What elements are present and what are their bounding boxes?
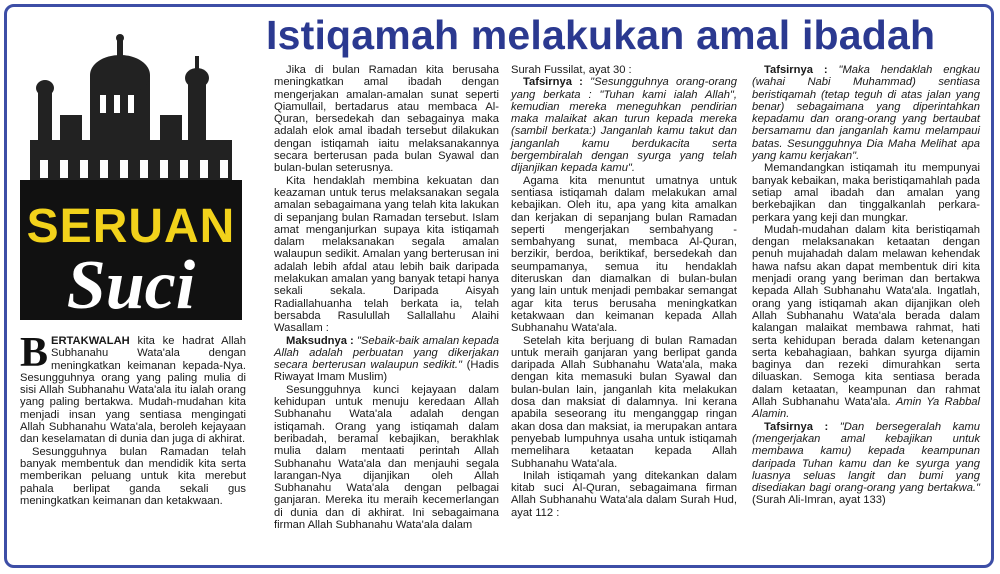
headline: Istiqamah melakukan amal ibadah (266, 12, 936, 58)
drop-cap: B (20, 330, 49, 376)
col2-paragraph-3: Inilah istiqamah yang ditekankan dalam kitab suci Al-Quran, sebagaimana firman Allah Subhanahu Wata'ala dalam Surah Hud, ayat 112 : (511, 469, 737, 519)
column-logo (20, 20, 242, 320)
intro-text-1: kita ke hadrat Allah Subhanahu Wata'ala dengan meningkatkan keimanan kepada-Nya. Sesungguhnya orang yang paling mulia di sisi Allah Subhanahu Wata'ala itu ialah orang yang paling bertakwa. Mudah-mudahan kita menjadi insan yang sentiasa mengingati Allah Subhanahu Wata'ala, beroleh kejayaan dan keselamatan di dunia dan juga di akhirat. (20, 335, 246, 446)
lead-word: ERTAKWALAH (51, 335, 130, 347)
quote-source: (Surah Ali-Imran, ayat 133) (752, 494, 886, 507)
tafsir-quote-2 (752, 64, 980, 162)
tafsir-quote-3 (752, 421, 980, 507)
col1-paragraph-3: Sesungguhnya kunci kejayaan dalam kehidupan untuk menuju keredaan Allah Subhanahu Wata'ala adalah dengan istiqamah. Orang yang istiqamah dalam beribadah, beramal kebajikan, berakhlak mulia dalam mentaati perintah Allah Subhanahu Wata'ala dan menjauhi segala larangan-Nya dijanjikan oleh Allah Subhanahu Wata'ala dengan pelbagai ganjaran. Mereka itu meraih kecemerlangan di dunia dan di akhirat. Ini sebagaimana firman Allah Subhanahu Wata'ala dalam (274, 383, 499, 531)
column-3 (752, 64, 980, 507)
tafsir-quote-1 (511, 76, 737, 174)
logo-title-line1: SERUAN (26, 200, 236, 253)
col3-paragraph-1: Memandangkan istiqamah itu mempunyai banyak kebaikan, maka beristiqamahlah pada setiap amal ibadah dan amalan yang berkebajikan dan tinggalkanlah perkara-perkara yang keji dan mungkar. (752, 162, 980, 224)
quote-source: (Hadis Riwayat Imam Muslim) (274, 359, 500, 384)
col2-paragraph-1: Agama kita menuntut umatnya untuk sentiasa istiqamah dalam melakukan amal kebajikan. Oleh itu, apa yang kita amalkan dan kerjakan di sepanjang bulan Ramadan seperti mengerjakan sembahyang - sembahyang sunat, membaca Al-Quran, berzikir, berdoa, beriktikaf, bersedekah dan seumpamanya, semua itu hendaklah diteruskan dan diamalkan di bulan-bulan yang lain untuk menjadi pembakar semangat agar kita terus berusaha meningkatkan ketakwaan dan keimanan kepada Allah Subhanahu Wata'ala. (511, 174, 737, 335)
column-2 (511, 64, 737, 519)
hadith-quote (274, 335, 499, 384)
quote-text: "Sebaik-baik amalan kepada Allah adalah perbuatan yang dikerjakan secara berterusan walaupun sedikit." (274, 334, 500, 372)
col3-paragraph-2 (752, 224, 980, 421)
intro-paragraph-2: Sesungguhnya bulan Ramadan telah banyak membentuk dan mendidik kita serta memberikan peluang untuk kita merebut pahala berlipat ganda sekali gus meningkatkan keimanan dan ketakwaan. (20, 445, 246, 507)
tafsir-label: Tafsirnya : (764, 64, 828, 76)
col1-paragraph-1: Jika di bulan Ramadan kita berusaha meningkatkan amal ibadah dengan mengerjakan amalan-amalan sunat seperti Qiamullail, bertadarus atau membaca Al-Quran, bersedekah dan sebagainya maka adalah elok amal ibadah tersebut dilakukan dengan istiqamah iaitu melaksanakannya secara berterusan pada bulan Syawal dan bulan-bulan seterusnya. (274, 64, 499, 175)
closing-prayer: Amin Ya Rabbal Alamin. (752, 396, 981, 421)
tafsir-text: "Maka hendaklah engkau (wahai Nabi Muhammad) sentiasa beristiqamah (tetap teguh di atas jalan yang benar) sebagaimana yang diperintahkan kepadamu dan orang-orang yang bertaubat bersamamu dan janganlah kamu melampaui batas. Sesungguhnya Dia Maha Melihat apa yang kamu kerjakan". (752, 64, 980, 163)
col2-paragraph-2: Setelah kita berjuang di bulan Ramadan untuk meraih ganjaran yang berlipat ganda daripada Allah Subhanahu Wata'ala, maka dengan kita memasuki bulan Syawal dan bulan-bulan lain, janganlah kita melakukan dosa dan maksiat di dalamnya. Ini kerana apabila seseorang itu menganggap ringan akan dosa dan maksiat, ia merupakan antara penyebab lumpuhnya usaha untuk istiqamah memelihara ketaatan kepada Allah Subhanahu Wata'ala. (511, 334, 737, 470)
quote-label: Maksudnya : (286, 334, 354, 347)
col1-paragraph-2: Kita hendaklah membina kekuatan dan keazaman untuk terus melaksanakan segala amalan sebagaimana yang telah kita lakukan di sepanjang bulan Ramadan tersebut. Islam amat menganjurkan supaya kita istiqamah dalam melaksanakan segala amalan walaupun sedikit. Amalan yang berterusan ini adalah lebih afdal atau lebih baik daripada melakukan amalan yang banyak tetapi hanya sekali sekala. Daripada Aisyah Radiallahuanha telah berkata ia, telah bersabda Rasulullah Sallallahu Alaihi Wasallam : (274, 174, 499, 335)
col2-paragraph-0: Surah Fussilat, ayat 30 : (511, 64, 632, 76)
intro-column (20, 330, 246, 507)
tafsir-label: Tafsirnya : (764, 420, 829, 433)
logo-title-line2: Suci (66, 247, 196, 320)
tafsir-label: Tafsirnya : (523, 76, 583, 89)
col3-paragraph-2-text: Mudah-mudahan dalam kita beristiqamah dengan melaksanakan ketaatan dengan penuh mujahadah dalam melawan kehendak hawa nafsu akan dapat membentuk diri kita menjadi orang yang beriman dan bertakwa kepada Allah Subhanahu Wata'ala. Ingatlah, orang yang istiqamah akan dijanjikan oleh Allah Subhanahu Wata'ala berada dalam kalangan malaikat membawa rahmat, hati serta kehidupan berada dalam ketenangan serta kebahagiaan, bahkan syurga dijamin baginya dan rezeki dimurahkan serta diluaskan. Semoga kita sentiasa berada dalam ketaatan, keampunan dan rahmat Allah Subhanahu Wata'ala. (752, 223, 980, 409)
mosque-illustration (20, 20, 242, 320)
intro-paragraph-1 (20, 330, 246, 446)
tafsir-text: "Sesungguhnya orang-orang yang berkata : "Tuhan kami ialah Allah", kemudian mereka meneguhkan pendirian maka malaikat akan turun kepada mereka (sambil berkata:) Janganlah kamu takut dan janganlah kamu berdukacita serta bergembiralah dengan syurga yang telah dijanjikan kepada kamu". (511, 76, 737, 175)
tafsir-text: "Dan bersegeralah kamu (mengerjakan amal kebajikan untuk membawa kamu) kepada keampunan daripada Tuhan kamu dan ke syurga yang luasnya seluas langit dan bumi yang disediakan bagi orang-orang yang bertakwa." (752, 420, 980, 495)
column-1 (274, 64, 499, 531)
